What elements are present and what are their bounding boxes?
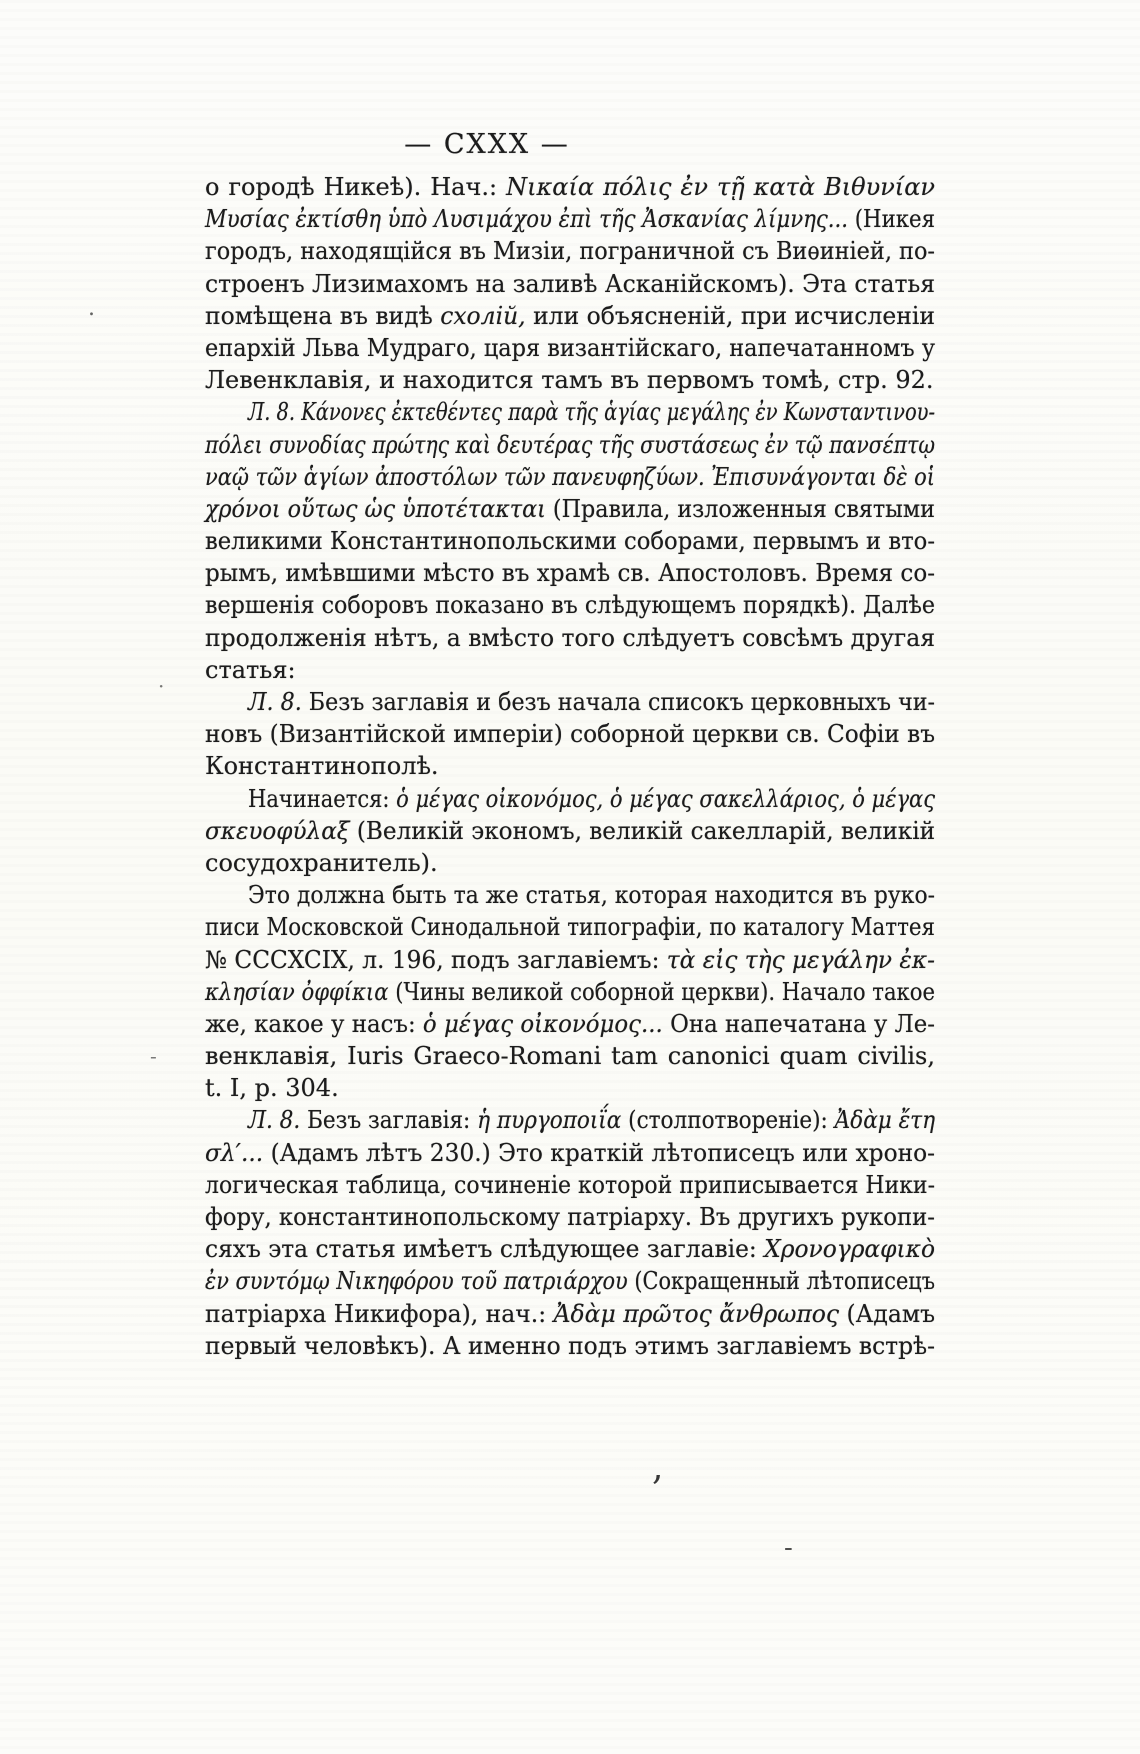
- text-segment: (Великій экономъ, великій сакелларій, великій: [349, 816, 935, 845]
- text-line-content: [205, 622, 935, 654]
- text-line-content: [205, 1265, 935, 1297]
- text-line-content: [205, 1137, 935, 1169]
- ink-speck: -: [784, 1533, 793, 1563]
- italic-segment: Л. 8.: [248, 688, 302, 716]
- text-line-content: [205, 300, 935, 332]
- italic-segment: Μυσίας ἐκτίσθη ὑπὸ Λυσιμάχου ἐπὶ τῆς Ἀσκανίας λίμνης...: [205, 205, 849, 234]
- text-line-9: [205, 429, 935, 461]
- text-line-3: [205, 235, 935, 267]
- italic-segment: σκευοφύλαξ: [205, 816, 350, 845]
- text-line-24: [205, 911, 935, 943]
- text-line-25: [205, 944, 935, 976]
- text-line-content: [205, 654, 296, 686]
- text-line-2: [205, 203, 935, 235]
- italic-segment: Л. 8.: [248, 1106, 301, 1135]
- italic-segment: ναῷ τῶν ἁγίων ἀποστόλων τῶν πανευφηζύων. Ἐπισυνάγονται δὲ οἱ: [205, 462, 935, 491]
- text-segment: статья:: [205, 655, 296, 684]
- text-line-content: [248, 1104, 935, 1136]
- text-segment: или объясненій, при исчисленіи: [525, 301, 935, 330]
- text-line-23: [205, 879, 935, 911]
- text-line-29: [205, 1072, 935, 1104]
- text-line-content: [205, 364, 934, 396]
- text-segment: рымъ, имѣвшими мѣсто въ храмѣ св. Апостоловъ. Время со-: [205, 559, 935, 588]
- text-block: [205, 171, 935, 1362]
- italic-segment: ἐν συντόμῳ Νικηφόρου τοῦ πατριάρχου: [205, 1267, 628, 1296]
- text-line-content: [205, 750, 439, 782]
- italic-segment: Χρονογραφικὸ: [764, 1235, 935, 1264]
- text-segment: Безъ заглавія и безъ начала списокъ церковныхъ чи-: [301, 688, 935, 716]
- text-segment: (Сокращенный лѣтописецъ: [627, 1267, 935, 1296]
- text-segment: Левенклавія, и находится тамъ въ первомъ томѣ, стр. 92.: [205, 366, 934, 395]
- text-line-33: [205, 1201, 935, 1233]
- text-line-content: [205, 1330, 935, 1362]
- text-line-5: [205, 300, 935, 332]
- text-segment: писи Московской Синодальной типографіи, по каталогу Маттея: [205, 913, 935, 942]
- text-line-content: [205, 557, 935, 589]
- text-line-content: [248, 686, 935, 718]
- text-line-19: [205, 750, 935, 782]
- text-line-content: [205, 1072, 339, 1104]
- text-segment: (Правила, изложенныя святыми: [545, 494, 935, 523]
- page-number-header: — CXXX —: [404, 129, 570, 160]
- text-segment: продолженія нѣтъ, а вмѣсто того слѣдуетъ совсѣмъ другая: [205, 623, 935, 652]
- text-line-content: [205, 493, 935, 525]
- text-line-10: [205, 461, 935, 493]
- text-segment: (Адамъ лѣтъ 230.) Это краткій лѣтописецъ или хроно-: [263, 1138, 935, 1167]
- text-segment: сяхъ эта статья имѣетъ слѣдующее заглавіе:: [205, 1235, 765, 1264]
- text-line-21: [205, 815, 935, 847]
- text-line-36: [205, 1298, 935, 1330]
- text-segment: № CCCXCIX, л. 196, подъ заглавіемъ:: [205, 945, 667, 974]
- text-line-31: [205, 1137, 935, 1169]
- text-line-13: [205, 557, 935, 589]
- ink-speck: -: [150, 1044, 157, 1068]
- text-segment: (Чины великой соборной церкви). Начало такое: [388, 977, 935, 1006]
- ink-speck: ·: [158, 674, 165, 698]
- text-segment: t. I, p. 304.: [205, 1074, 339, 1103]
- text-line-16: [205, 654, 935, 686]
- italic-segment: σλ′...: [205, 1138, 264, 1167]
- text-line-30: [205, 1104, 935, 1136]
- text-line-content: [248, 879, 935, 911]
- text-segment: Она напечатана у Ле-: [662, 1009, 935, 1038]
- text-line-content: [205, 718, 935, 750]
- text-line-content: [205, 235, 935, 267]
- text-segment: логическая таблица, сочиненіе которой приписывается Ники-: [205, 1170, 935, 1199]
- text-line-35: [205, 1265, 935, 1297]
- text-line-content: [248, 396, 935, 428]
- text-segment: помѣщена въ видѣ: [205, 301, 441, 330]
- text-line-content: [205, 203, 935, 235]
- text-segment: городъ, находящійся въ Мизіи, пограничной съ Виѳиніей, по-: [205, 237, 935, 266]
- text-line-8: [205, 396, 935, 428]
- text-line-content: [205, 268, 935, 300]
- ink-speck: .: [88, 296, 95, 321]
- text-line-content: [205, 525, 935, 557]
- text-line-content: [205, 461, 935, 493]
- text-line-content: [205, 1298, 935, 1330]
- text-segment: (Адамъ: [839, 1299, 935, 1328]
- text-segment: Константинополѣ.: [205, 752, 439, 781]
- italic-segment: Ἀδὰμ πρῶτος ἄνθρωπος: [553, 1299, 840, 1328]
- italic-segment: τὰ εἰς τὴς μεγάλην ἐκ-: [666, 945, 935, 974]
- text-segment: (Никея: [848, 205, 935, 234]
- text-line-content: [205, 1040, 935, 1072]
- text-line-18: [205, 718, 935, 750]
- text-segment: Это должна быть та же статья, которая находится въ руко-: [248, 881, 935, 910]
- text-line-content: [248, 783, 935, 815]
- text-line-17: [205, 686, 935, 718]
- italic-segment: ἡ πυργοποιΐα: [477, 1106, 622, 1135]
- italic-segment: πόλει συνοδίας πρώτης καὶ δευτέρας τῆς συστάσεως ἐν τῷ πανσέπτῳ: [205, 430, 935, 459]
- text-segment: Начинается:: [248, 784, 397, 813]
- italic-segment: схолій,: [440, 301, 526, 330]
- text-line-12: [205, 525, 935, 557]
- text-line-content: [205, 1201, 935, 1233]
- text-line-content: [205, 1169, 935, 1201]
- text-line-4: [205, 268, 935, 300]
- text-segment: же, какое у насъ:: [205, 1009, 423, 1038]
- text-line-27: [205, 1008, 935, 1040]
- text-line-32: [205, 1169, 935, 1201]
- italic-segment: ὁ μέγας οἰκονόμος, ὁ μέγας σακελλάριος, ὁ μέγας: [396, 784, 935, 813]
- text-line-37: [205, 1330, 935, 1362]
- text-segment: фору, константинопольскому патріарху. Въ другихъ рукопи-: [205, 1203, 935, 1231]
- text-segment: венклавія, Iuris Graeco-Romani tam canonici quam civilis,: [205, 1042, 935, 1071]
- text-line-28: [205, 1040, 935, 1072]
- text-line-content: [205, 1008, 935, 1040]
- text-line-1: [205, 171, 935, 203]
- text-line-content: [205, 976, 935, 1008]
- text-line-content: [205, 589, 935, 621]
- text-segment: о городѣ Никеѣ). Нач.:: [205, 173, 507, 201]
- italic-segment: Νικαία πόλις ἐν τῇ κατὰ Βιθυνίαν: [506, 173, 935, 201]
- text-segment: великими Константинопольскими соборами, первымъ и вто-: [205, 527, 935, 556]
- text-segment: Безъ заглавія:: [300, 1106, 478, 1135]
- text-segment: сосудохранитель).: [205, 848, 438, 877]
- ink-speck: ,: [652, 1447, 664, 1488]
- text-line-content: [205, 815, 935, 847]
- text-segment: (столпотвореніе):: [621, 1106, 835, 1135]
- text-segment: новъ (Византійской имперіи) соборной церкви св. Софіи въ: [205, 720, 935, 749]
- text-line-content: [205, 1233, 935, 1265]
- italic-segment: Л. 8. Κάνονες ἐκτεθέντες παρὰ τῆς ἁγίας μεγάλης ἐν Κωνσταντινου-: [248, 398, 935, 427]
- text-line-content: [205, 171, 935, 203]
- text-segment: первый человѣкъ). А именно подъ этимъ заглавіемъ встрѣ-: [205, 1331, 935, 1360]
- italic-segment: Ἀδὰμ ἔτη: [834, 1106, 935, 1135]
- text-line-content: [205, 429, 935, 461]
- text-line-11: [205, 493, 935, 525]
- text-segment: строенъ Лизимахомъ на заливѣ Асканійскомъ). Эта статья: [205, 269, 935, 298]
- text-segment: патріарха Никифора), нач.:: [205, 1299, 554, 1328]
- text-segment: вершенія соборовъ показано въ слѣдующемъ порядкѣ). Далѣе: [205, 591, 935, 620]
- text-line-content: [205, 332, 935, 364]
- text-line-20: [205, 783, 935, 815]
- italic-segment: κλησίαν ὀφφίκια: [205, 977, 389, 1006]
- text-line-15: [205, 622, 935, 654]
- text-line-14: [205, 589, 935, 621]
- text-line-7: [205, 364, 935, 396]
- text-line-22: [205, 847, 935, 879]
- text-segment: епархій Льва Мудраго, царя византійскаго, напечатанномъ у: [205, 333, 935, 362]
- text-line-26: [205, 976, 935, 1008]
- italic-segment: ὁ μέγας οἰκονόμος...: [422, 1009, 663, 1038]
- text-line-content: [205, 911, 935, 943]
- text-line-34: [205, 1233, 935, 1265]
- text-line-content: [205, 944, 935, 976]
- italic-segment: χρόνοι οὕτως ὡς ὑποτέτακται: [205, 494, 546, 523]
- text-line-content: [205, 847, 438, 879]
- text-line-6: [205, 332, 935, 364]
